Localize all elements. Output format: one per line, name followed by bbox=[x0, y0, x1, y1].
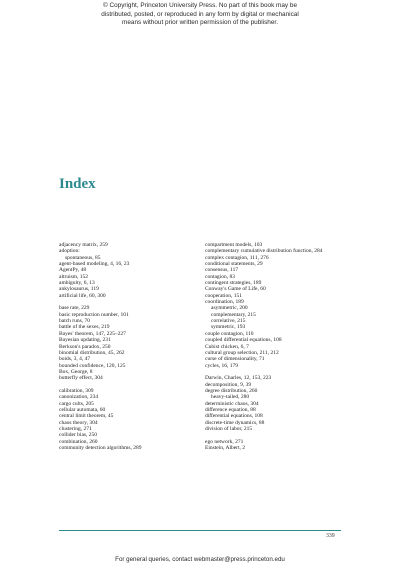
index-entry: adjacency matrix, 259 bbox=[59, 242, 108, 248]
index-subentry: complementary, 215 bbox=[211, 311, 256, 318]
index-subentry: asymmetric, 200 bbox=[211, 305, 248, 312]
index-entry: agent-based modeling, 4, 16, 23 bbox=[59, 261, 130, 268]
index-entry: deterministic chaos, 304 bbox=[205, 400, 259, 407]
index-entry: clustering, 271 bbox=[59, 425, 92, 432]
page-number: 339 bbox=[326, 533, 335, 539]
index-entry: cycles, 16, 179 bbox=[205, 362, 238, 369]
index-entry: basic reproduction number, 101 bbox=[59, 311, 129, 318]
index-entry: cooperation, 151 bbox=[205, 292, 242, 299]
index-entry: compartment models, 103 bbox=[205, 242, 263, 248]
index-entry: differential equations, 108 bbox=[205, 413, 263, 420]
index-entry: ego network, 271 bbox=[205, 438, 244, 445]
index-entry: complementary cumulative distribution function, 284 bbox=[205, 248, 323, 255]
index-subentry: spontaneous, 85 bbox=[65, 254, 101, 261]
index-entry: bounded confidence, 120, 125 bbox=[59, 362, 126, 369]
index-entry: chaos theory, 304 bbox=[59, 419, 98, 426]
index-entry: cargo cults, 205 bbox=[59, 400, 94, 407]
index-entry: cultural group selection, 211, 212 bbox=[205, 349, 279, 356]
index-entry: artificial life, 60, 300 bbox=[59, 292, 106, 299]
index-entry: Box, George, 8 bbox=[59, 368, 93, 375]
index-entry: consensus, 117 bbox=[205, 267, 239, 274]
index-entry: conditional statements, 29 bbox=[205, 261, 263, 268]
index-entry: discrete-time dynamics, 88 bbox=[205, 419, 265, 426]
index-entry: binomial distribution, 45, 262 bbox=[59, 349, 125, 356]
index-entry: Einstein, Albert, 2 bbox=[205, 445, 246, 451]
index-entry: degree distribution, 260 bbox=[205, 387, 258, 394]
page-title: Index bbox=[59, 176, 96, 192]
index-entry: ambiguity, 6, 13 bbox=[59, 280, 95, 287]
index-column-left bbox=[59, 242, 201, 451]
index-entry: coordination, 189 bbox=[205, 299, 244, 306]
index-entry: Berkson's paradox, 250 bbox=[59, 343, 111, 350]
index-entry: Bayes' theorem, 147, 225–227 bbox=[59, 330, 126, 337]
index-entry: division of labor, 215 bbox=[205, 425, 253, 432]
index-entry: battle of the sexes, 219 bbox=[59, 324, 110, 331]
index-entry: contagion, 83 bbox=[205, 273, 235, 280]
index-entry: cellular automata, 60 bbox=[59, 406, 106, 413]
index-entry: coupled differential equations, 108 bbox=[205, 337, 282, 344]
index-entry: decomposition, 9, 39 bbox=[205, 381, 252, 388]
index-subentry: heavy-tailed, 280 bbox=[211, 394, 250, 401]
index-entry: curse of dimensionality, 71 bbox=[205, 356, 265, 363]
footer-rule bbox=[59, 530, 341, 531]
index-entry: couple contagion, 110 bbox=[205, 330, 254, 337]
index-entry: calibration, 309 bbox=[59, 387, 94, 394]
index-entry: batch runs, 70 bbox=[59, 318, 91, 325]
copyright-line: means without prior written permission of the publisher. bbox=[122, 19, 278, 27]
index-entry: central limit theorem, 45 bbox=[59, 413, 114, 420]
index-entry: boids, 3, 4, 47 bbox=[59, 356, 91, 363]
index-entry: butterfly effect, 304 bbox=[59, 375, 103, 382]
copyright-line: © Copyright, Princeton University Press. No part of this book may be bbox=[102, 2, 298, 9]
index-subentry: correlative, 215 bbox=[211, 318, 246, 325]
index-entry: Cubist chicken, 6, 7 bbox=[205, 343, 249, 350]
copyright-line: distributed, posted, or reproduced in any form by digital or mechanical bbox=[101, 10, 299, 18]
index-entry: ankylosaurus, 119 bbox=[59, 286, 99, 293]
copyright-notice bbox=[0, 2, 400, 28]
footer-contact: For general queries, contact webmaster@press.princeton.edu bbox=[115, 556, 285, 563]
index-entry: altruism, 152 bbox=[59, 273, 89, 280]
index-entry: Conway's Game of Life, 60 bbox=[205, 286, 266, 293]
index-entry: Bayesian updating, 231 bbox=[59, 337, 111, 344]
index-entry: complex contagion, 111, 276 bbox=[205, 254, 269, 261]
index-subentry: symmetric, 193 bbox=[211, 324, 246, 331]
index-entry: collider bias, 250 bbox=[59, 432, 98, 439]
index-entry: contingent strategies, 189 bbox=[205, 280, 262, 287]
index-entry: base rate, 229 bbox=[59, 305, 90, 312]
index-entry: canonization, 234 bbox=[59, 394, 99, 401]
index-entry: difference equation, 88 bbox=[205, 406, 256, 413]
index-entry: Darwin, Charles, 12, 153, 223 bbox=[205, 375, 272, 382]
index-entry: adoption: bbox=[59, 248, 80, 255]
index-entry: AgentPy, 48 bbox=[59, 267, 87, 274]
index-entry: combination, 260 bbox=[59, 438, 98, 445]
index-column-right bbox=[205, 242, 355, 451]
index-entry: community detection algorithms, 289 bbox=[59, 445, 142, 451]
